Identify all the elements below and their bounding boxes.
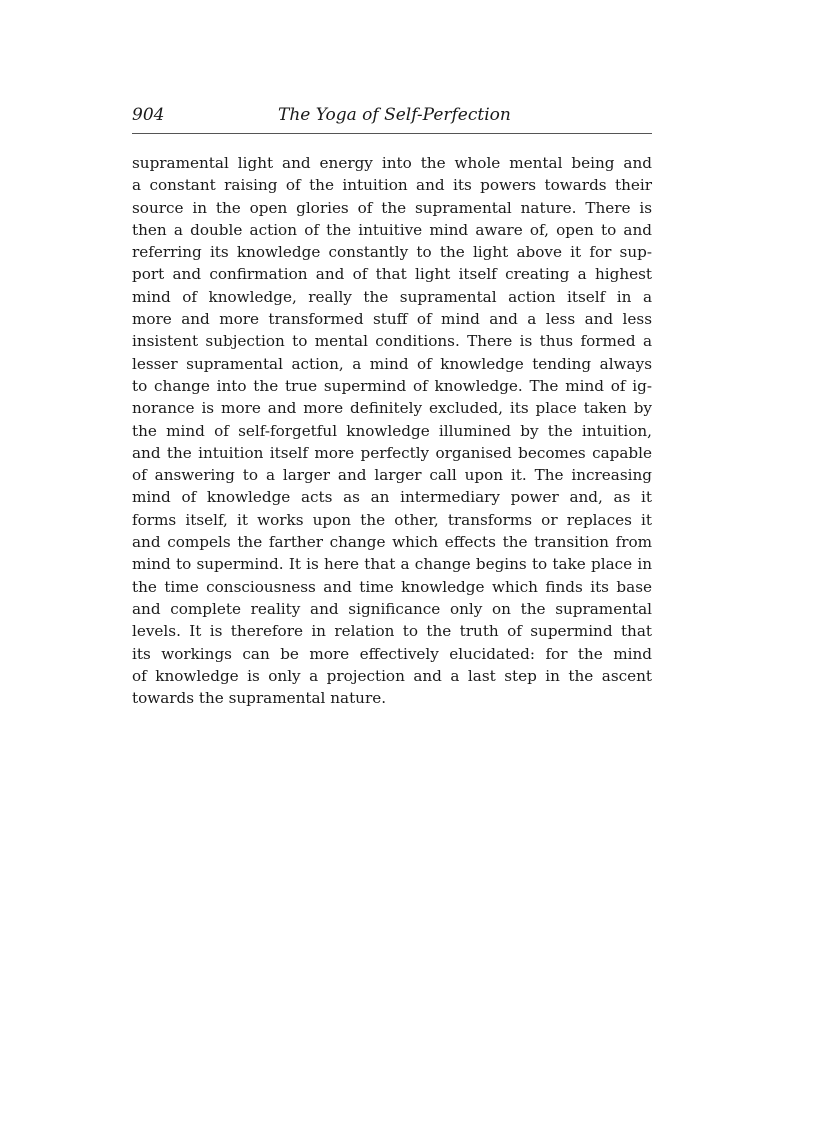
text-line: insistent subjection to mental conditions. There is thus formed a: [132, 332, 652, 351]
text-line: of knowledge is only a projection and a last step in the ascent: [132, 666, 652, 685]
text-line: levels. It is therefore in relation to the truth of supermind that: [132, 622, 652, 641]
header-rule: [132, 133, 652, 134]
text-line: supramental light and energy into the whole mental being and: [132, 154, 652, 172]
text-line: mind of knowledge, really the supramental action itself in a: [132, 287, 652, 306]
body-text: [132, 152, 652, 709]
text-line: referring its knowledge constantly to the light above it for sup-: [132, 243, 652, 262]
text-line: and the intuition itself more perfectly organised becomes capable: [132, 443, 652, 462]
text-line: more and more transformed stuff of mind and a less and less: [132, 310, 652, 329]
text-line: mind of knowledge acts as an intermediary power and, as it: [132, 488, 652, 507]
text-line: mind to supermind. It is here that a change begins to take place in: [132, 555, 652, 574]
text-line: of answering to a larger and larger call upon it. The increasing: [132, 466, 652, 485]
text-line: norance is more and more definitely excluded, its place taken by: [132, 399, 652, 418]
page-number: 904: [132, 105, 165, 125]
text-line: its workings can be more effectively elucidated: for the mind: [132, 644, 652, 663]
text-line: port and confirmation and of that light itself creating a highest: [132, 265, 652, 284]
text-line: towards the supramental nature.: [132, 689, 387, 708]
text-line: source in the open glories of the supramental nature. There is: [132, 198, 652, 217]
text-line: the mind of self-forgetful knowledge illumined by the intuition,: [132, 421, 652, 440]
text-line: then a double action of the intuitive mind aware of, open to and: [132, 220, 652, 239]
running-head-title: The Yoga of Self-Perfection: [278, 105, 511, 125]
text-line: lesser supramental action, a mind of knowledge tending always: [132, 354, 652, 373]
text-line: a constant raising of the intuition and its powers towards their: [132, 176, 652, 195]
text-line: and complete reality and significance only on the supramental: [132, 599, 652, 618]
text-line: forms itself, it works upon the other, transforms or replaces it: [132, 510, 652, 529]
text-line: to change into the true supermind of knowledge. The mind of ig-: [132, 376, 652, 395]
text-line: and compels the farther change which effects the transition from: [132, 533, 652, 552]
text-line: the time consciousness and time knowledge which finds its base: [132, 577, 652, 596]
